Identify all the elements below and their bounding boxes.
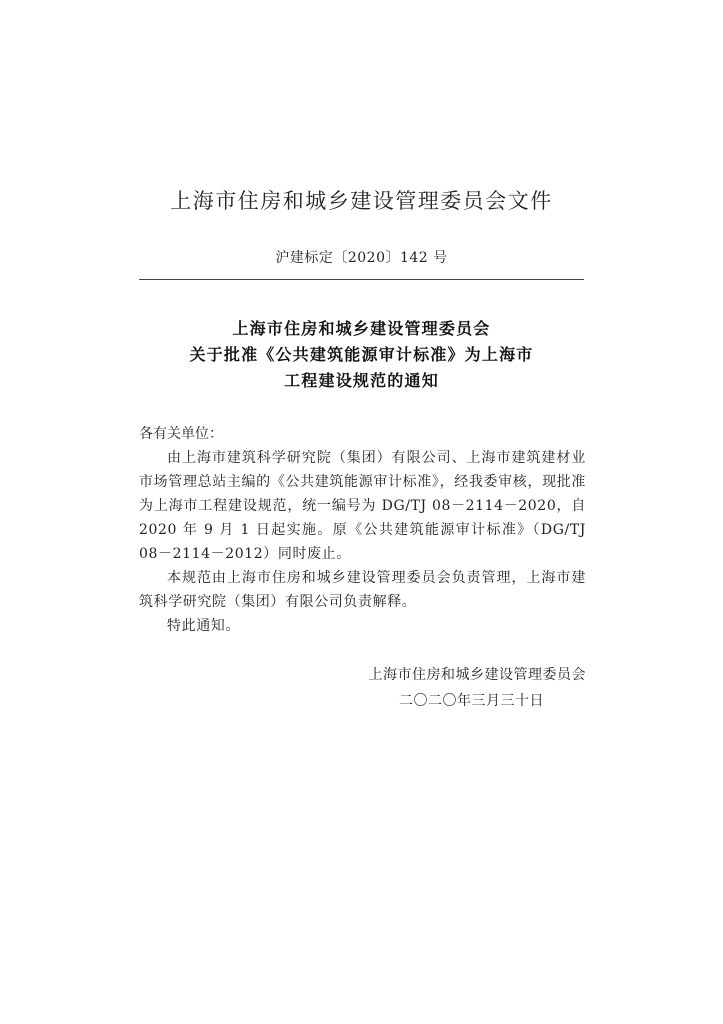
header-divider [139,279,584,280]
notice-title-line-2: 关于批准《公共建筑能源审计标准》为上海市 [189,345,534,364]
paragraph-responsibility: 本规范由上海市住房和城乡建设管理委员会负责管理，上海市建筑科学研究院（集团）有限公司负责解释。 [139,570,586,610]
paragraph-approval: 由上海市建筑科学研究院（集团）有限公司、上海市建筑建材业市场管理总站主编的《公共建筑能源审计标准》，经我委审核，现批准为上海市工程建设规范，统一编号为 DG/TJ 08－2114－2020，自 2020 年 9 月 1 日起实施。原《公共建筑能源审计标准》（DG/TJ 08－2114－2012）同时废止。 [139,450,586,562]
notice-title [0,316,723,394]
notice-body [139,422,586,638]
notice-title-line-1: 上海市住房和城乡建设管理委员会 [232,319,491,338]
document-issuer-header: 上海市住房和城乡建设管理委员会文件 [170,189,553,213]
notice-title-line-3: 工程建设规范的通知 [284,371,439,390]
signature-date: 二〇二〇年三月三十日 [399,693,544,709]
paragraph-closing: 特此通知。 [167,618,240,634]
document-number: 沪建标定〔2020〕142 号 [275,250,448,266]
signature-block [139,662,586,714]
salutation: 各有关单位： [139,426,223,442]
signature-organization: 上海市住房和城乡建设管理委员会 [368,667,586,683]
